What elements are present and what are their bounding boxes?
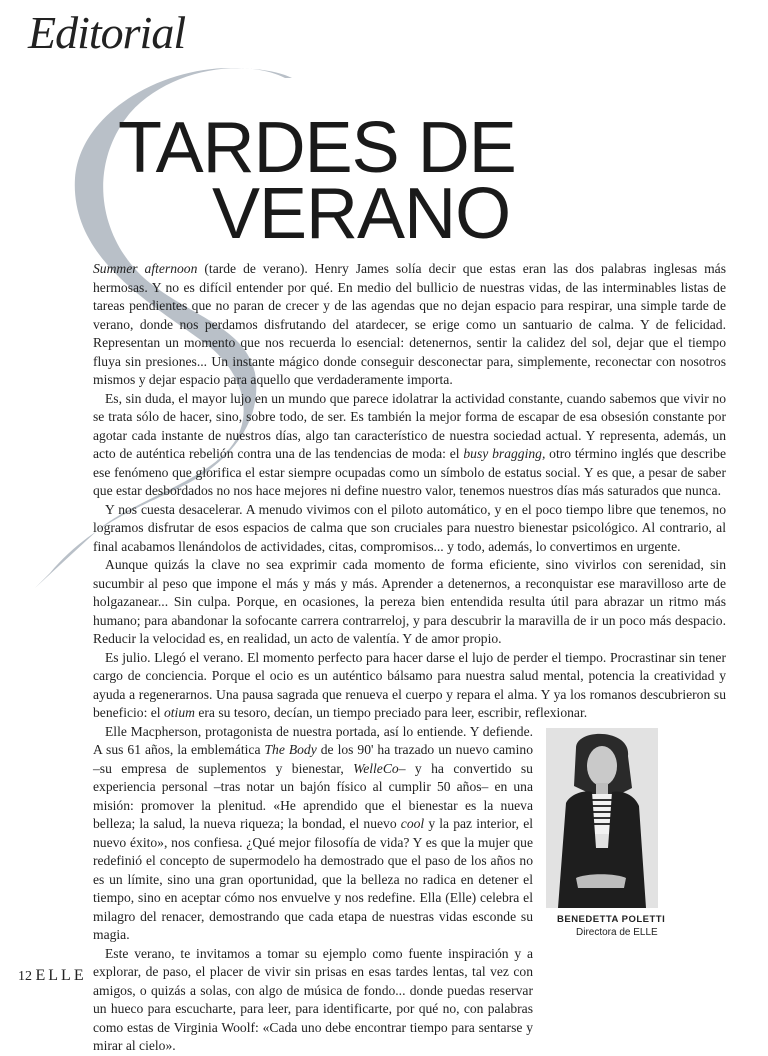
paragraph-5-text-a: Es julio. Llegó el verano. El momento perfecto para hacer darse el lujo de perder el tiempo. Procrastinar sin tener cargo de conciencia. Porque el ocio es un auténtico bálsamo para nuestra salud mental, potencia la creatividad y ayuda a regenerarnos. Una pausa sagrada que renueva el cuerpo y repara el alma. Y ya los romanos descubrieron su beneficio: el — [93, 649, 726, 720]
caption-name: BENEDETTA POLETTI — [557, 914, 666, 925]
paragraph-7: Este verano, te invitamos a tomar su ejemplo como fuente inspiración y a explorar, de paso, el placer de vivir sin prisas en esas tardes lentas, tal vez con amigos, o quizás a solas, con algo de música de fondo... donde puedas reservar un hueco para escucharte, para leer, para identificarte, por qué no, con palabras como estas de Virginia Woolf: «Cada uno debe encontrar tiempo para sentarse y mirar al cielo». — [93, 945, 533, 1053]
article-title-line-1: TARDES DE — [118, 108, 516, 188]
paragraph-5 — [93, 649, 726, 723]
paragraph-2-text-a: Es, sin duda, el mayor lujo en un mundo que parece idolatrar la actividad constante, cuando sabemos que vivir no se trata sólo de hacer, sino, sobre todo, de ser. Es también la mejor forma de escapar de esa obsesión constante por agotar cada instante de nuestros días, algo tan característico de nuestra sociedad actual. Y representa, además, un acto de auténtica rebelión contra una de las tendencias de moda: el — [93, 390, 726, 461]
paragraph-6-italic-2: WelleCo — [353, 760, 399, 776]
paragraph-6-text-d: y la paz interior, el nuevo éxito», nos confiesa. ¿Qué mejor filosofía de vida? Y es que la mujer que redefinió el concepto de supermodelo ha demostrado que el paso de los años no es un límite, sino una gran oportunidad, que la belleza no radica en detener el tiempo, sino en aceptar cómo nos envuelve y nos redefine. Ella (Elle) celebra el milagro del renacer, demostrando que cada etapa de nuestras vidas esconde su magia. — [93, 816, 534, 942]
page-folio — [18, 967, 87, 985]
paragraph-2-italic: busy bragging, — [463, 446, 546, 461]
paragraph-4: Aunque quizás la clave no sea exprimir cada momento de forma eficiente, sino vivirlos con serenidad, sin sucumbir al peso que impone el más y más y más. Aprender a detenernos, a reconquistar ese maravilloso arte de holgazanear... Sin culpa. Porque, en ocasiones, la pereza bien entendida resulta útil para abrazar un ritmo más humano; para abandonar la sofocante carrera contrarreloj, y para descubrir la maravilla de ir un poco más despacio. Reducir la velocidad es, en realidad, un acto de valentía. Y de amor propio. — [93, 557, 726, 646]
paragraph-1-text: (tarde de verano). Henry James solía decir que estas eran las dos palabras inglesas más hermosas. Y no es difícil entender por qué. En medio del bullicio de nuestras vidas, de las interminables listas de tareas pendientes que no paran de crecer y de las agendas que no dejan espacio para respirar, una simple tarde de verano, donde nos perdamos disfrutando del atardecer, se erige como un santuario de calma. Y de felicidad. Representan un momento que nos recuerda lo esencial: detenernos, sentir la calidez del sol, dejar que el tiempo fluya sin presiones... Un instante mágico donde conseguir desconectar para, simplemente, reconectar con nosotros mismos y dejar espacio para aquello que verdaderamente importa. — [93, 261, 727, 387]
caption-role: Directora de ELLE — [576, 927, 658, 938]
paragraph-2 — [93, 390, 726, 501]
paragraph-2-text-b: otro término inglés que describe ese fenómeno que glorifica el estar siempre ocupadas como un símbolo de estatus social. Y es que, a pesar de saber que estar desbordados no nos hace mejores ni define nuestro valor, tenemos nuestros días más saturados que nunca. — [93, 446, 727, 498]
paragraph-6-text-b: de los 90' ha trazado un nuevo camino –su empresa de suplementos y bienestar, — [93, 742, 533, 776]
paragraph-6-italic-1: The Body — [264, 742, 317, 757]
paragraph-5-italic: otium — [163, 705, 195, 720]
portrait-illustration — [546, 728, 658, 908]
editor-portrait-photo — [546, 728, 658, 908]
paragraph-1 — [93, 260, 726, 390]
page-number: 12 — [18, 969, 32, 984]
face-shape — [587, 746, 617, 786]
paragraph-5-text-b: era su tesoro, decían, un tiempo preciado para leer, escribir, reflexionar. — [194, 705, 588, 720]
hands-shape — [576, 874, 626, 888]
paragraph-6-text-c: – y ha convertido su experiencia personal –tras notar un bajón físico al cumplir 50 años– en una misión: promover la plenitud. «He aprendido que el bienestar es la nueva belleza; la salud, la nueva riqueza; la bondad, el nuevo — [93, 760, 533, 831]
neck-shape — [596, 783, 608, 795]
paragraph-6-text-a: Elle Macpherson, protagonista de nuestra portada, así lo entiende. Y defiende. A sus 61 años, la emblemática — [93, 723, 533, 757]
paragraph-3: Y nos cuesta desacelerar. A menudo vivimos con el piloto automático, y en el poco tiempo libre que tenemos, no logramos disfrutar de esos espacios de calma que son cruciales para nuestro bienestar psicológico. Al contrario, al final acabamos llenándolos de actividades, citas, compromisos... y todo, además, lo convertimos en urgente. — [93, 501, 726, 554]
brand-name: ELLE — [35, 967, 87, 984]
paragraph-1-italic: Summer afternoon — [93, 261, 198, 276]
article-title-line-2: VERANO — [212, 174, 511, 254]
paragraph-6 — [93, 723, 533, 945]
section-label: Editorial — [28, 7, 186, 58]
paragraph-6-italic-3: cool — [400, 816, 425, 831]
